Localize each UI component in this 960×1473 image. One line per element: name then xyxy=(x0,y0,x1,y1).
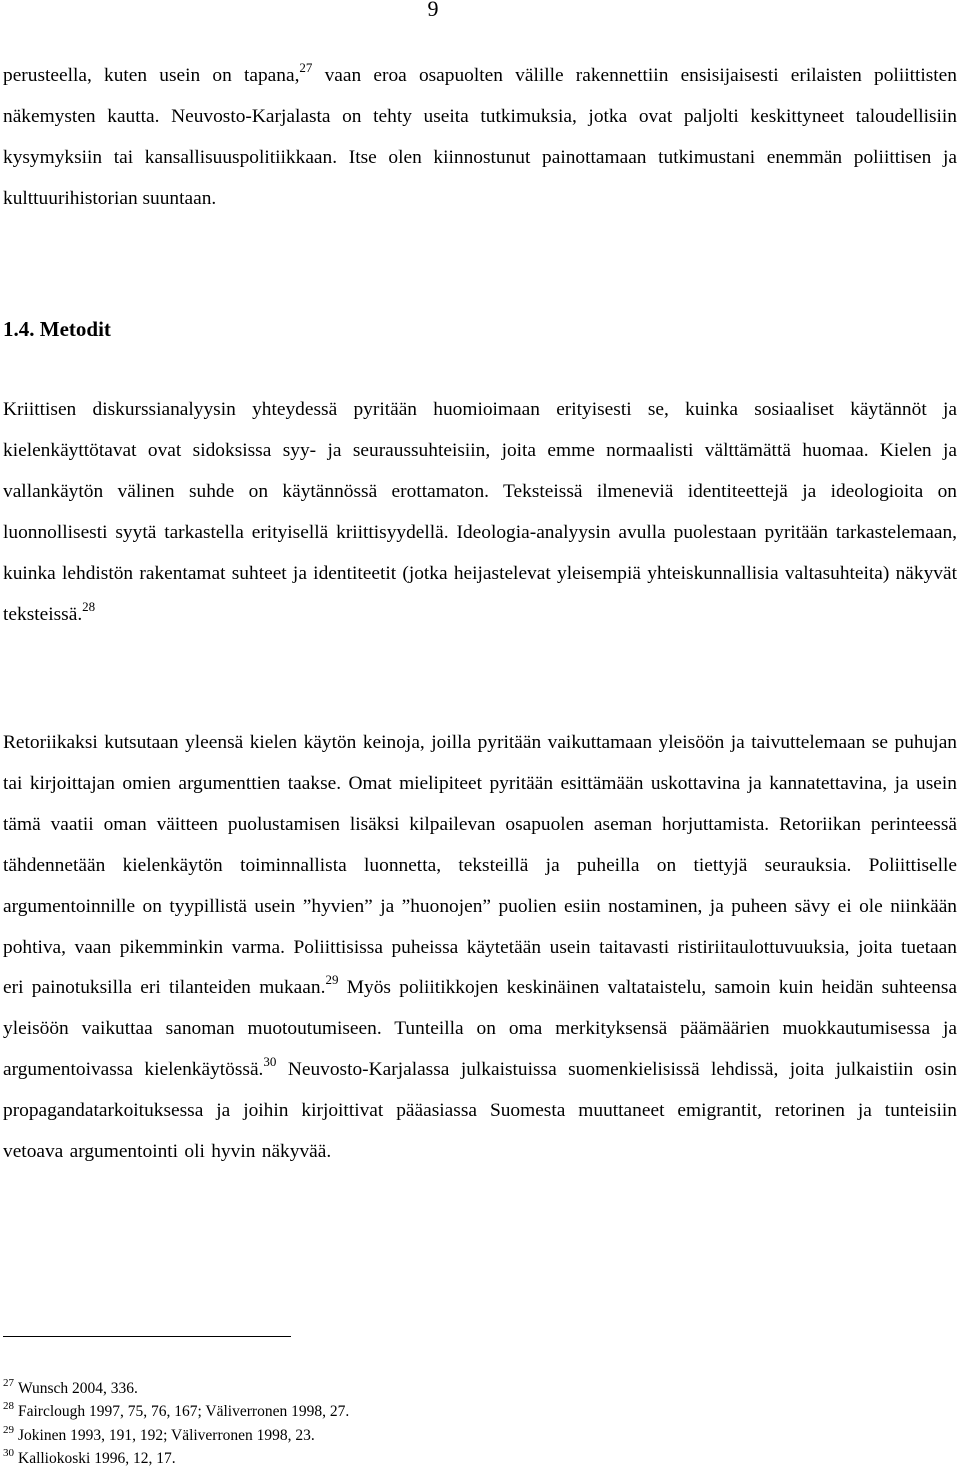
footnote-item xyxy=(3,1424,903,1447)
rhetoric-text-part-2: Myös poliitikkojen keskinäinen valtataistelu, samoin kuin heidän suhteensa yleisöön vaikuttaa sanoman muotoutumiseen. Tunteilla on oma merkityksensä päämäärien muokkautumisessa ja argumentoivassa kielenkäytössä. xyxy=(3,977,957,1081)
rhetoric-paragraph xyxy=(3,723,957,1173)
intro-paragraph xyxy=(3,56,957,220)
footnote-ref-30: 30 xyxy=(263,1054,277,1070)
footnote-number: 30 xyxy=(3,1446,14,1459)
footnote-separator xyxy=(3,1336,291,1337)
rhetoric-section xyxy=(3,723,957,1173)
methods-text: Kriittisen diskurssianalyysin yhteydessä pyritään huomioimaan erityisesti se, kuinka sosiaaliset käytännöt ja kielenkäyttötavat ovat sidoksissa syy- ja seuraussuhteisiin, joita emme normaalisti välttämättä huomaa. Kielen ja vallankäytön välinen suhde on käytännössä erottamaton. Teksteissä ilmeneviä identiteettejä ja ideologioita on luonnollisesti syytä tarkastella erityisellä kriittisyydellä. Ideologia-analyysin avulla puolestaan pyritään tarkastelemaan, kuinka lehdistön rakentamat suhteet ja identiteetit (jotka heijastelevat yleisempiä yhteiskunnallisia valtasuhteita) näkyvät teksteissä. xyxy=(3,399,957,625)
footnote-text: Kalliokoski 1996, 12, 17. xyxy=(18,1449,176,1467)
footnote-number: 29 xyxy=(3,1423,14,1436)
intro-text-part-2: vaan eroa osapuolten välille rakennettiin ensisijaisesti erilaisten poliittisten näkemysten kautta. Neuvosto-Karjalasta on tehty useita tutkimuksia, jotka ovat paljolti keskittyneet taloudellisiin kysymyksiin tai kansallisuuspolitiikkaan. Itse olen kiinnostunut painottamaan tutkimustani enemmän poliittisen ja kulttuurihistorian suuntaan. xyxy=(3,65,957,209)
rhetoric-text-part-1: Retoriikaksi kutsutaan yleensä kielen käytön keinoja, joilla pyritään vaikuttamaan yleisöön ja taivuttelemaan se puhujan tai kirjoittajan omien argumenttien taakse. Omat mielipiteet pyritään esittämään uskottavina ja kannatettavina, ja usein tämä vaatii oman väitteen puolustamisen lisäksi kilpailevan osapuolen aseman horjuttamista. Retoriikan perinteessä tähdennetään kielenkäytön toiminnallista luonnetta, teksteillä ja puheilla on tiettyjä seurauksia. Poliittiselle argumentoinnille on tyypillistä usein ”hyvien” ja ”huonojen” puolien esiin nostaminen, ja puheen sävy ei ole niinkään pohtiva, vaan pikemminkin varma. Poliittisissa puheissa käytetään usein taitavasti ristiriitaulottuvuuksia, joita tuetaan eri painotuksilla eri tilanteiden mukaan. xyxy=(3,732,957,999)
intro-section xyxy=(3,56,957,220)
section-heading: 1.4. Metodit xyxy=(3,317,111,341)
footnote-item xyxy=(3,1377,903,1400)
rhetoric-text-part-3: Neuvosto-Karjalassa julkaistuissa suomenkielisissä lehdissä, joita julkaistiin osin propagandatarkoituksessa ja joihin kirjoittivat pääasiassa Suomesta muuttaneet emigrantit, retorinen ja tunteisiin vetoava argumentointi oli hyvin näkyvää. xyxy=(3,1059,957,1163)
footnote-number: 28 xyxy=(3,1400,14,1413)
footnote-number: 27 xyxy=(3,1377,14,1389)
footnote-ref-28: 28 xyxy=(82,598,96,614)
footnote-text: Wunsch 2004, 336. xyxy=(18,1380,138,1397)
footnote-item xyxy=(3,1447,903,1470)
page-number: 9 xyxy=(427,0,439,21)
footnotes-list xyxy=(3,1377,903,1470)
intro-text-part-1: perusteella, kuten usein on tapana, xyxy=(3,65,300,86)
footnote-text: Fairclough 1997, 75, 76, 167; Väliverronen 1998, 27. xyxy=(18,1403,350,1421)
footnote-item xyxy=(3,1400,903,1423)
footnote-ref-27: 27 xyxy=(299,60,313,75)
footnote-ref-29: 29 xyxy=(325,972,339,988)
footnote-text: Jokinen 1993, 191, 192; Väliverronen 1998, 23. xyxy=(18,1426,315,1444)
methods-section xyxy=(3,390,957,635)
methods-paragraph xyxy=(3,390,957,635)
